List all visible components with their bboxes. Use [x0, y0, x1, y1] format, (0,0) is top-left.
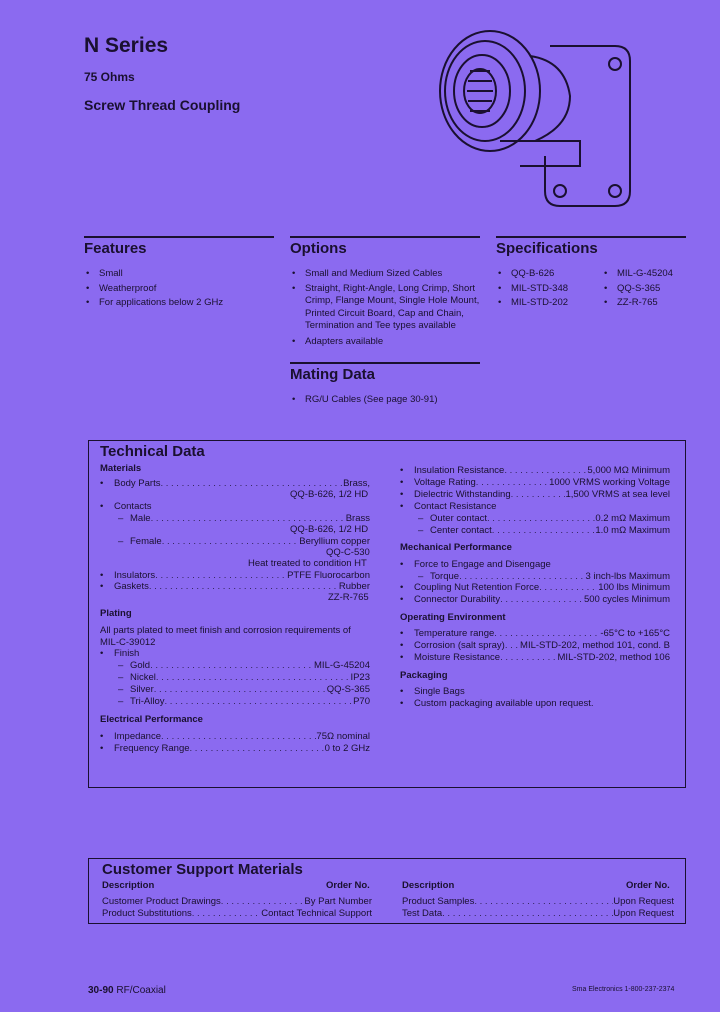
mechanical-heading: Mechanical Performance	[400, 542, 512, 553]
options-list	[290, 268, 480, 348]
plating-note: All parts plated to meet finish and corrosion requirements of	[100, 625, 351, 636]
plating-heading: Plating	[100, 608, 132, 619]
support-row: Test Data . . . Upon Request	[402, 908, 674, 920]
impedance-row: • Impedance . . . 75Ω nominal	[114, 731, 370, 743]
body-parts-row: • Body Parts . . . Brass,	[114, 478, 370, 490]
gold-row: – Gold . . . MIL-G-45204	[130, 660, 370, 672]
environment-heading: Operating Environment	[400, 612, 506, 623]
contact-resistance-label: • Contact Resistance	[414, 501, 496, 513]
moisture-row: • Moisture Resistance . . . MIL-STD-202, method 106	[414, 652, 670, 664]
torque-row: – Torque . . . 3 inch-lbs Maximum	[430, 571, 670, 583]
retention-row: • Coupling Nut Retention Force . . . 100 lbs Minimum	[414, 582, 670, 594]
gaskets-spec: ZZ-R-765	[328, 592, 369, 603]
salt-spray-row: • Corrosion (salt spray) . . . MIL-STD-202, method 101, cond. B	[414, 640, 670, 652]
plating-note-spec: MIL-C-39012	[100, 637, 156, 648]
female-contact-row: – Female . . . Beryllium copper	[130, 536, 370, 548]
specifications-heading: Specifications	[496, 240, 598, 257]
frequency-row: • Frequency Range . . . 0 to 2 GHz	[114, 743, 370, 755]
force-label: • Force to Engage and Disengage	[414, 559, 551, 571]
feature-item: • Small	[84, 268, 274, 281]
body-parts-spec: QQ-B-626, 1/2 HD	[290, 489, 369, 500]
packaging-item: • Custom packaging available upon request.	[414, 698, 594, 710]
durability-row: • Connector Durability . . . 500 cycles Minimum	[414, 594, 670, 606]
support-desc-header-left: Description	[102, 880, 155, 891]
feature-item: • For applications below 2 GHz	[84, 297, 274, 310]
support-order-header-right: Order No.	[626, 880, 670, 891]
features-rule	[84, 236, 274, 238]
mating-rule	[290, 362, 480, 364]
page-number: 30-90	[88, 985, 114, 996]
packaging-heading: Packaging	[400, 670, 448, 681]
insulation-resistance-row: • Insulation Resistance . . . 5,000 MΩ Minimum	[414, 465, 670, 477]
female-contact-spec: QQ-C-530	[326, 547, 370, 558]
section-name: RF/Coaxial	[116, 985, 166, 996]
page-footer	[88, 985, 166, 996]
female-contact-treatment: Heat treated to condition HT	[248, 558, 367, 569]
spec-item: • ZZ-R-765	[602, 297, 702, 310]
mating-heading: Mating Data	[290, 366, 376, 383]
features-heading: Features	[84, 240, 147, 257]
specifications-col1	[496, 268, 596, 310]
option-item: • Small and Medium Sized Cables	[290, 268, 480, 281]
support-row: Product Substitutions . . . Contact Technical Support	[102, 908, 372, 920]
options-rule	[290, 236, 480, 238]
spec-item: • MIL-STD-348	[496, 283, 596, 296]
gaskets-row: • Gaskets . . . Rubber	[114, 581, 370, 593]
insulators-row: • Insulators . . . PTFE Fluorocarbon	[114, 570, 370, 582]
materials-heading: Materials	[100, 463, 142, 474]
voltage-rating-row: • Voltage Rating . . . 1000 VRMS working Voltage	[414, 477, 670, 489]
spec-item: • MIL-G-45204	[602, 268, 702, 281]
coupling-subtitle: Screw Thread Coupling	[84, 97, 241, 113]
support-order-header-left: Order No.	[326, 880, 370, 891]
specifications-rule	[496, 236, 686, 238]
dielectric-row: • Dielectric Withstanding . . . 1,500 VRMS at sea level	[414, 489, 670, 501]
options-heading: Options	[290, 240, 347, 257]
footer-contact: Sma Electronics 1-800-237-2374	[572, 986, 675, 993]
male-contact-spec: QQ-B-626, 1/2 HD	[290, 524, 369, 535]
technical-data-heading: Technical Data	[100, 443, 205, 460]
trialloy-row: – Tri-Alloy . . . P70	[130, 696, 370, 708]
spec-item: • QQ-B-626	[496, 268, 596, 281]
mating-item: • RG/U Cables (See page 30-91)	[290, 394, 480, 407]
mating-list	[290, 394, 480, 407]
option-item: • Adapters available	[290, 336, 480, 349]
center-contact-row: – Center contact . . . 1.0 mΩ Maximum	[430, 525, 670, 537]
finish-label: • Finish	[114, 648, 139, 660]
option-item: • Straight, Right-Angle, Long Crimp, Short Crimp, Flange Mount, Single Hole Mount, Printed Circuit Board, Cap and Chain, Termination and Tee types available	[290, 283, 480, 333]
support-row: Product Samples . . . Upon Request	[402, 896, 674, 908]
support-heading: Customer Support Materials	[102, 861, 303, 878]
feature-item: • Weatherproof	[84, 283, 274, 296]
page-title: N Series	[84, 34, 169, 57]
contacts-label: • Contacts	[114, 501, 152, 513]
outer-contact-row: – Outer contact . . . 0.2 mΩ Maximum	[430, 513, 670, 525]
spec-item: • QQ-S-365	[602, 283, 702, 296]
nickel-row: – Nickel . . . IP23	[130, 672, 370, 684]
impedance-subtitle: 75 Ohms	[84, 70, 135, 84]
male-contact-row: – Male . . . Brass	[130, 513, 370, 525]
packaging-item: • Single Bags	[414, 686, 465, 698]
support-row: Customer Product Drawings . . . By Part Number	[102, 896, 372, 908]
silver-row: – Silver . . . QQ-S-365	[130, 684, 370, 696]
specifications-col2	[602, 268, 702, 310]
support-desc-header-right: Description	[402, 880, 455, 891]
temperature-row: • Temperature range . . . -65°C to +165°C	[414, 628, 670, 640]
connector-image	[430, 16, 650, 216]
electrical-heading: Electrical Performance	[100, 714, 203, 725]
features-list	[84, 268, 274, 310]
spec-item: • MIL-STD-202	[496, 297, 596, 310]
